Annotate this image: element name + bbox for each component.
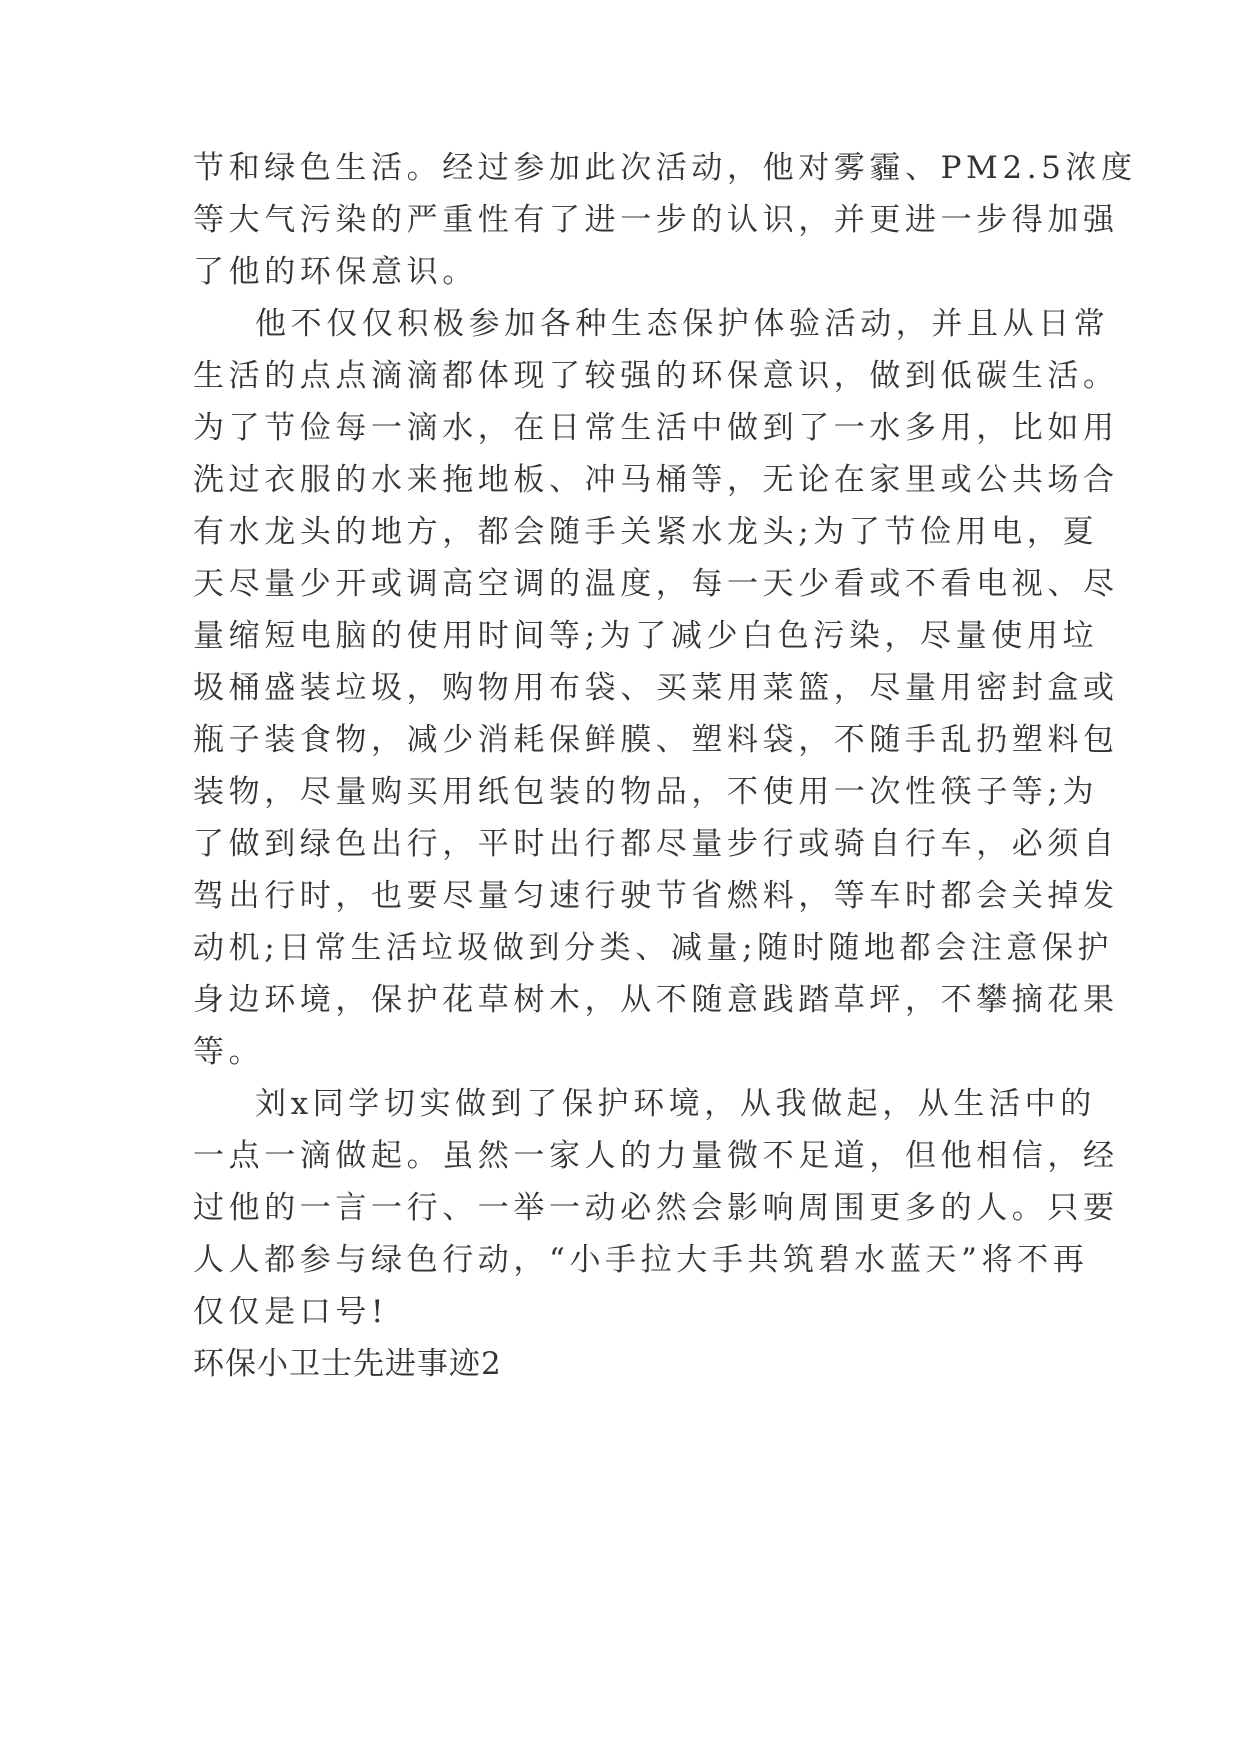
- section-heading: 环保小卫士先进事迹2: [193, 1346, 502, 1382]
- paragraph-2-line-2: 生活的点点滴滴都体现了较强的环保意识，做到低碳生活。: [193, 358, 1119, 394]
- paragraph-2-line-7: 量缩短电脑的使用时间等;为了减少白色污染，尽量使用垃: [193, 618, 1099, 654]
- paragraph-1-line-1: 节和绿色生活。经过参加此次活动，他对雾霾、PM2.5浓度: [193, 150, 1137, 186]
- paragraph-2-line-9: 瓶子装食物，减少消耗保鲜膜、塑料袋，不随手乱扔塑料包: [193, 722, 1119, 758]
- paragraph-2-line-3: 为了节俭每一滴水，在日常生活中做到了一水多用，比如用: [193, 410, 1119, 446]
- paragraph-2-line-12: 驾出行时，也要尽量匀速行驶节省燃料，等车时都会关掉发: [193, 878, 1119, 914]
- paragraph-2-line-14: 身边环境，保护花草树木，从不随意践踏草坪，不攀摘花果: [193, 982, 1119, 1018]
- paragraph-2-line-4: 洗过衣服的水来拖地板、冲马桶等，无论在家里或公共场合: [193, 462, 1119, 498]
- paragraph-3-line-2: 一点一滴做起。虽然一家人的力量微不足道，但他相信，经: [193, 1138, 1119, 1174]
- paragraph-1-line-3: 了他的环保意识。: [193, 254, 478, 290]
- paragraph-3-line-4: 人人都参与绿色行动，“小手拉大手共筑碧水蓝天”将不再: [193, 1242, 1089, 1278]
- paragraph-2-line-10: 装物，尽量购买用纸包装的物品，不使用一次性筷子等;为: [193, 774, 1099, 810]
- paragraph-2-line-8: 圾桶盛装垃圾，购物用布袋、买菜用菜篮，尽量用密封盒或: [193, 670, 1119, 706]
- paragraph-3-line-3: 过他的一言一行、一举一动必然会影响周围更多的人。只要: [193, 1190, 1119, 1226]
- paragraph-2-line-6: 天尽量少开或调高空调的温度，每一天少看或不看电视、尽: [193, 566, 1119, 602]
- paragraph-3-line-1: 刘x同学切实做到了保护环境，从我做起，从生活中的: [255, 1086, 1096, 1122]
- paragraph-2-line-11: 了做到绿色出行，平时出行都尽量步行或骑自行车，必须自: [193, 826, 1119, 862]
- paragraph-2-line-13: 动机;日常生活垃圾做到分类、减量;随时随地都会注意保护: [193, 930, 1114, 966]
- paragraph-3-line-5: 仅仅是口号!: [193, 1294, 389, 1330]
- paragraph-1-line-2: 等大气污染的严重性有了进一步的认识，并更进一步得加强: [193, 202, 1119, 238]
- paragraph-2-line-1: 他不仅仅积极参加各种生态保护体验活动，并且从日常: [255, 306, 1110, 342]
- paragraph-2-line-15: 等。: [193, 1034, 265, 1070]
- paragraph-2-line-5: 有水龙头的地方，都会随手关紧水龙头;为了节俭用电，夏: [193, 514, 1099, 550]
